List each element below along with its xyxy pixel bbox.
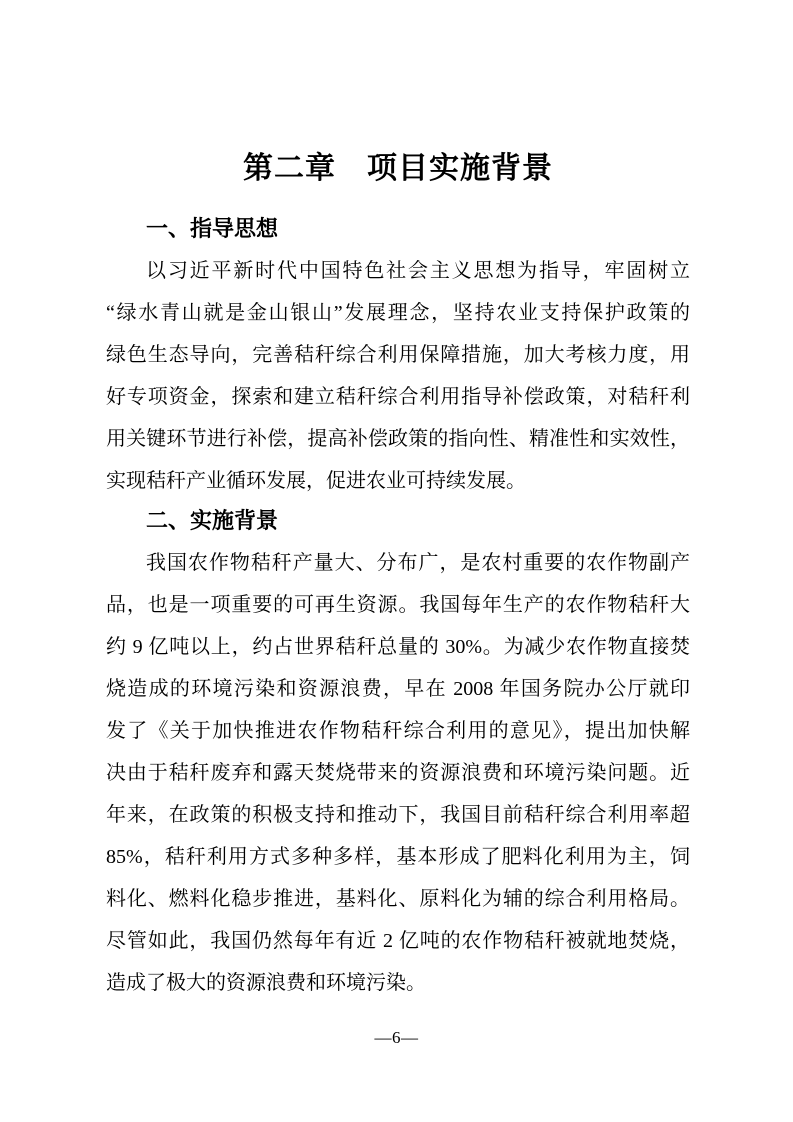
page-content [106,0,690,1004]
text-line: 尽管如此，我国仍然每年有近 2 亿吨的农作物秸秆被就地焚烧， [106,930,690,952]
page-number-footer: —6— [374,1028,419,1047]
text-line: 用关键环节进行补偿，提高补偿政策的指向性、精准性和实效性， [106,428,690,450]
section-heading: 二、实施背景 [146,508,279,533]
text-line: 品，也是一项重要的可再生资源。我国每年生产的农作物秸秆大 [106,594,690,616]
section-1 [106,214,690,502]
text-line: 好专项资金，探索和建立秸秆综合利用指导补偿政策，对秸秆利 [106,386,690,408]
paragraph [106,250,690,502]
text-line: 以习近平新时代中国特色社会主义思想为指导，牢固树立 [146,260,690,282]
text-line: 85%，秸秆利用方式多种多样，基本形成了肥料化利用为主，饲 [106,846,690,868]
text-line: 发了《关于加快推进农作物秸秆综合利用的意见》，提出加快解 [106,720,690,742]
section-2 [106,506,690,1004]
section-heading: 一、指导思想 [146,216,279,241]
text-line: 绿色生态导向，完善秸秆综合利用保障措施，加大考核力度，用 [106,344,690,366]
text-line: 造成了极大的资源浪费和环境污染。 [106,972,426,994]
document-body [106,214,690,1004]
paragraph [106,542,690,1004]
text-line: 年来，在政策的积极支持和推动下，我国目前秸秆综合利用率超 [106,804,690,826]
text-line: 实现秸秆产业循环发展，促进农业可持续发展。 [106,470,526,492]
text-line: 烧造成的环境污染和资源浪费，早在 2008 年国务院办公厅就印 [106,678,690,700]
chapter-title: 第二章 项目实施背景 [243,152,553,185]
text-line: 我国农作物秸秆产量大、分布广，是农村重要的农作物副产 [146,552,690,574]
text-line: 料化、燃料化稳步推进，基料化、原料化为辅的综合利用格局。 [106,888,690,910]
text-line: 约 9 亿吨以上，约占世界秸秆总量的 30%。为减少农作物直接焚 [106,636,690,658]
text-line: “绿水青山就是金山银山”发展理念，坚持农业支持保护政策的 [106,302,690,324]
text-line: 决由于秸秆废弃和露天焚烧带来的资源浪费和环境污染问题。近 [106,762,690,784]
